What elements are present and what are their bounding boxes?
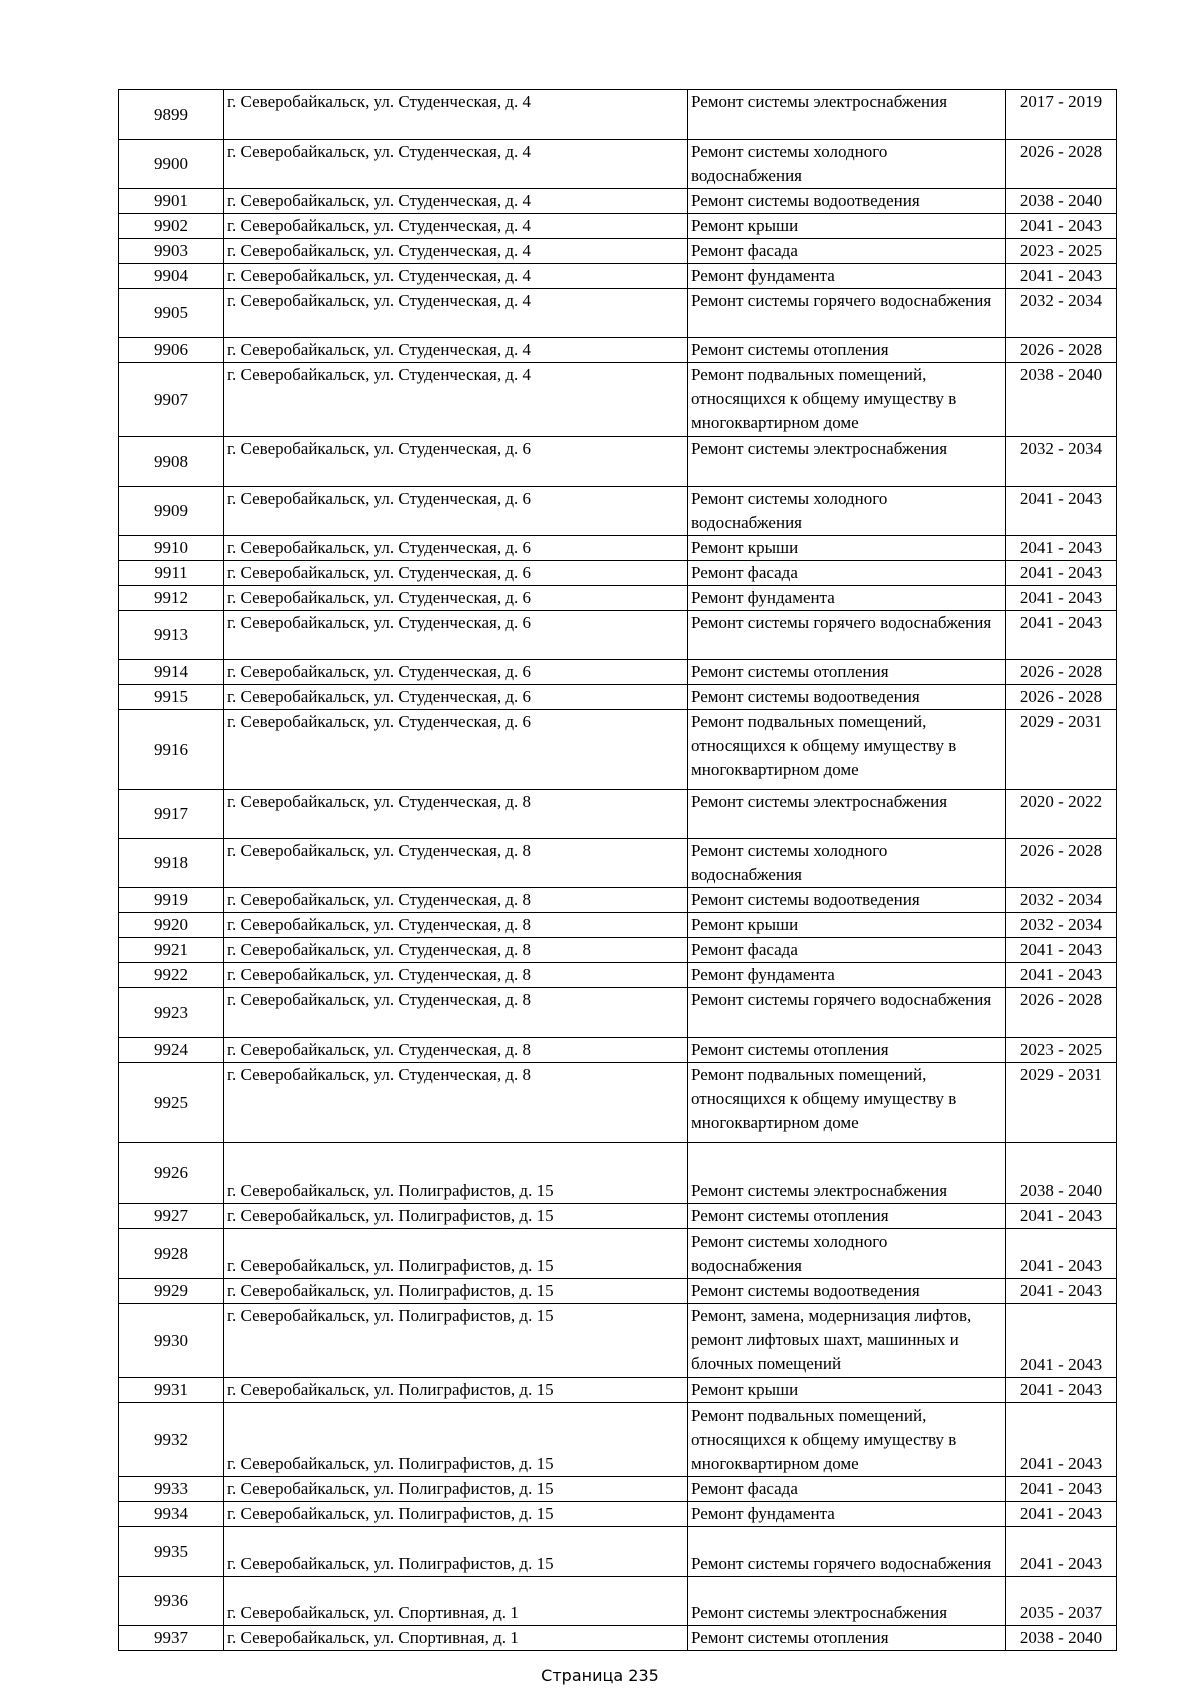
address-cell: г. Северобайкальск, ул. Студенческая, д. 4: [224, 239, 688, 264]
row-number-cell: 9906: [119, 338, 224, 363]
row-number-cell: 9903: [119, 239, 224, 264]
work-type-cell: Ремонт подвальных помещений, относящихся к общему имуществу в многоквартирном доме: [688, 1063, 1006, 1143]
work-type-cell: Ремонт подвальных помещений, относящихся к общему имуществу в многоквартирном доме: [688, 1403, 1006, 1477]
address-cell: г. Северобайкальск, ул. Студенческая, д. 4: [224, 140, 688, 189]
row-number-cell: 9914: [119, 660, 224, 685]
address-cell: г. Северобайкальск, ул. Полиграфистов, д. 15: [224, 1143, 688, 1204]
row-number-cell: 9901: [119, 189, 224, 214]
address-cell: г. Северобайкальск, ул. Студенческая, д. 8: [224, 938, 688, 963]
address-cell: г. Северобайкальск, ул. Студенческая, д. 6: [224, 685, 688, 710]
row-number-cell: 9915: [119, 685, 224, 710]
table-row: [119, 660, 1117, 685]
work-type-cell: Ремонт фасада: [688, 561, 1006, 586]
table-row: [119, 487, 1117, 536]
work-type-cell: Ремонт системы водоотведения: [688, 189, 1006, 214]
work-type-cell: Ремонт системы электроснабжения: [688, 790, 1006, 839]
address-cell: г. Северобайкальск, ул. Полиграфистов, д. 15: [224, 1502, 688, 1527]
period-cell: 2023 - 2025: [1006, 1038, 1117, 1063]
table-row: [119, 90, 1117, 140]
period-cell: 2041 - 2043: [1006, 1304, 1117, 1378]
row-number-cell: 9937: [119, 1626, 224, 1651]
row-number-cell: 9910: [119, 536, 224, 561]
period-cell: 2041 - 2043: [1006, 264, 1117, 289]
work-type-cell: Ремонт системы горячего водоснабжения: [688, 1527, 1006, 1577]
row-number-cell: 9935: [119, 1527, 224, 1577]
row-number-cell: 9929: [119, 1279, 224, 1304]
row-number-cell: 9899: [119, 90, 224, 140]
work-type-cell: Ремонт фасада: [688, 938, 1006, 963]
table-row: [119, 363, 1117, 437]
table-row: [119, 437, 1117, 487]
table-row: [119, 988, 1117, 1038]
work-type-cell: Ремонт подвальных помещений, относящихся к общему имуществу в многоквартирном доме: [688, 710, 1006, 790]
work-type-cell: Ремонт системы водоотведения: [688, 685, 1006, 710]
page-number: Страница 235: [541, 1666, 659, 1685]
table-row: [119, 140, 1117, 189]
table-row: [119, 1143, 1117, 1204]
row-number-cell: 9933: [119, 1477, 224, 1502]
table-row: [119, 1502, 1117, 1527]
period-cell: 2041 - 2043: [1006, 1477, 1117, 1502]
period-cell: 2029 - 2031: [1006, 710, 1117, 790]
row-number-cell: 9932: [119, 1403, 224, 1477]
table-row: [119, 790, 1117, 839]
period-cell: 2026 - 2028: [1006, 839, 1117, 888]
period-cell: 2032 - 2034: [1006, 437, 1117, 487]
table-row: [119, 586, 1117, 611]
period-cell: 2041 - 2043: [1006, 586, 1117, 611]
table-row: [119, 685, 1117, 710]
work-type-cell: Ремонт крыши: [688, 1378, 1006, 1403]
period-cell: 2041 - 2043: [1006, 1279, 1117, 1304]
work-type-cell: Ремонт системы горячего водоснабжения: [688, 611, 1006, 660]
table-row: [119, 963, 1117, 988]
table-row: [119, 264, 1117, 289]
table-row: [119, 289, 1117, 338]
period-cell: 2041 - 2043: [1006, 1527, 1117, 1577]
address-cell: г. Северобайкальск, ул. Студенческая, д. 6: [224, 536, 688, 561]
work-type-cell: Ремонт фасада: [688, 1477, 1006, 1502]
row-number-cell: 9923: [119, 988, 224, 1038]
work-type-cell: Ремонт фундамента: [688, 586, 1006, 611]
period-cell: 2032 - 2034: [1006, 289, 1117, 338]
table-row: [119, 1229, 1117, 1279]
row-number-cell: 9911: [119, 561, 224, 586]
work-type-cell: Ремонт системы отопления: [688, 1038, 1006, 1063]
address-cell: г. Северобайкальск, ул. Студенческая, д. 8: [224, 963, 688, 988]
row-number-cell: 9913: [119, 611, 224, 660]
row-number-cell: 9916: [119, 710, 224, 790]
row-number-cell: 9909: [119, 487, 224, 536]
work-type-cell: Ремонт крыши: [688, 214, 1006, 239]
work-type-cell: Ремонт системы горячего водоснабжения: [688, 988, 1006, 1038]
table-row: [119, 189, 1117, 214]
work-type-cell: Ремонт фундамента: [688, 264, 1006, 289]
table-row: [119, 1626, 1117, 1651]
period-cell: 2041 - 2043: [1006, 536, 1117, 561]
period-cell: 2032 - 2034: [1006, 913, 1117, 938]
period-cell: 2038 - 2040: [1006, 1626, 1117, 1651]
row-number-cell: 9930: [119, 1304, 224, 1378]
row-number-cell: 9908: [119, 437, 224, 487]
address-cell: г. Северобайкальск, ул. Студенческая, д. 8: [224, 1038, 688, 1063]
address-cell: г. Северобайкальск, ул. Полиграфистов, д. 15: [224, 1403, 688, 1477]
period-cell: 2026 - 2028: [1006, 140, 1117, 189]
address-cell: г. Северобайкальск, ул. Студенческая, д. 6: [224, 561, 688, 586]
address-cell: г. Северобайкальск, ул. Полиграфистов, д. 15: [224, 1279, 688, 1304]
table-row: [119, 839, 1117, 888]
work-type-cell: Ремонт системы отопления: [688, 660, 1006, 685]
row-number-cell: 9927: [119, 1204, 224, 1229]
row-number-cell: 9936: [119, 1577, 224, 1626]
work-type-cell: Ремонт, замена, модернизация лифтов, ремонт лифтовых шахт, машинных и блочных помещений: [688, 1304, 1006, 1378]
row-number-cell: 9900: [119, 140, 224, 189]
period-cell: 2041 - 2043: [1006, 1229, 1117, 1279]
row-number-cell: 9918: [119, 839, 224, 888]
row-number-cell: 9905: [119, 289, 224, 338]
address-cell: г. Северобайкальск, ул. Студенческая, д. 6: [224, 710, 688, 790]
table-row: [119, 611, 1117, 660]
period-cell: 2041 - 2043: [1006, 1502, 1117, 1527]
address-cell: г. Северобайкальск, ул. Студенческая, д. 6: [224, 660, 688, 685]
period-cell: 2041 - 2043: [1006, 1204, 1117, 1229]
period-cell: 2041 - 2043: [1006, 963, 1117, 988]
row-number-cell: 9912: [119, 586, 224, 611]
table-row: [119, 1577, 1117, 1626]
row-number-cell: 9907: [119, 363, 224, 437]
row-number-cell: 9924: [119, 1038, 224, 1063]
work-type-cell: Ремонт системы отопления: [688, 1204, 1006, 1229]
address-cell: г. Северобайкальск, ул. Студенческая, д. 6: [224, 611, 688, 660]
row-number-cell: 9919: [119, 888, 224, 913]
work-type-cell: Ремонт системы горячего водоснабжения: [688, 289, 1006, 338]
period-cell: 2041 - 2043: [1006, 1403, 1117, 1477]
period-cell: 2017 - 2019: [1006, 90, 1117, 140]
period-cell: 2035 - 2037: [1006, 1577, 1117, 1626]
period-cell: 2026 - 2028: [1006, 685, 1117, 710]
period-cell: 2038 - 2040: [1006, 1143, 1117, 1204]
work-type-cell: Ремонт фундамента: [688, 1502, 1006, 1527]
table-row: [119, 1304, 1117, 1378]
table-row: [119, 1527, 1117, 1577]
period-cell: 2041 - 2043: [1006, 214, 1117, 239]
period-cell: 2038 - 2040: [1006, 363, 1117, 437]
address-cell: г. Северобайкальск, ул. Полиграфистов, д. 15: [224, 1527, 688, 1577]
address-cell: г. Северобайкальск, ул. Студенческая, д. 4: [224, 338, 688, 363]
period-cell: 2020 - 2022: [1006, 790, 1117, 839]
period-cell: 2038 - 2040: [1006, 189, 1117, 214]
work-type-cell: Ремонт подвальных помещений, относящихся к общему имуществу в многоквартирном доме: [688, 363, 1006, 437]
table-body: [119, 90, 1117, 1651]
period-cell: 2029 - 2031: [1006, 1063, 1117, 1143]
table-row: [119, 239, 1117, 264]
work-type-cell: Ремонт системы холодного водоснабжения: [688, 140, 1006, 189]
period-cell: 2041 - 2043: [1006, 487, 1117, 536]
row-number-cell: 9904: [119, 264, 224, 289]
address-cell: г. Северобайкальск, ул. Полиграфистов, д. 15: [224, 1477, 688, 1502]
table-row: [119, 1279, 1117, 1304]
period-cell: 2041 - 2043: [1006, 938, 1117, 963]
work-type-cell: Ремонт крыши: [688, 536, 1006, 561]
work-type-cell: Ремонт системы электроснабжения: [688, 437, 1006, 487]
address-cell: г. Северобайкальск, ул. Полиграфистов, д. 15: [224, 1378, 688, 1403]
table-row: [119, 1063, 1117, 1143]
work-type-cell: Ремонт системы холодного водоснабжения: [688, 839, 1006, 888]
period-cell: 2026 - 2028: [1006, 338, 1117, 363]
address-cell: г. Северобайкальск, ул. Студенческая, д. 8: [224, 913, 688, 938]
table-row: [119, 1204, 1117, 1229]
row-number-cell: 9934: [119, 1502, 224, 1527]
address-cell: г. Северобайкальск, ул. Спортивная, д. 1: [224, 1577, 688, 1626]
address-cell: г. Северобайкальск, ул. Студенческая, д. 8: [224, 790, 688, 839]
period-cell: 2026 - 2028: [1006, 660, 1117, 685]
work-type-cell: Ремонт системы водоотведения: [688, 1279, 1006, 1304]
table-row: [119, 338, 1117, 363]
row-number-cell: 9928: [119, 1229, 224, 1279]
row-number-cell: 9931: [119, 1378, 224, 1403]
address-cell: г. Северобайкальск, ул. Полиграфистов, д. 15: [224, 1204, 688, 1229]
table-row: [119, 913, 1117, 938]
address-cell: г. Северобайкальск, ул. Студенческая, д. 4: [224, 264, 688, 289]
row-number-cell: 9920: [119, 913, 224, 938]
address-cell: г. Северобайкальск, ул. Студенческая, д. 8: [224, 1063, 688, 1143]
address-cell: г. Северобайкальск, ул. Студенческая, д. 4: [224, 189, 688, 214]
table-row: [119, 1378, 1117, 1403]
address-cell: г. Северобайкальск, ул. Студенческая, д. 6: [224, 437, 688, 487]
address-cell: г. Северобайкальск, ул. Спортивная, д. 1: [224, 1626, 688, 1651]
address-cell: г. Северобайкальск, ул. Полиграфистов, д. 15: [224, 1229, 688, 1279]
address-cell: г. Северобайкальск, ул. Студенческая, д. 8: [224, 839, 688, 888]
row-number-cell: 9926: [119, 1143, 224, 1204]
address-cell: г. Северобайкальск, ул. Студенческая, д. 6: [224, 586, 688, 611]
address-cell: г. Северобайкальск, ул. Студенческая, д. 4: [224, 289, 688, 338]
period-cell: 2026 - 2028: [1006, 988, 1117, 1038]
period-cell: 2023 - 2025: [1006, 239, 1117, 264]
table-row: [119, 710, 1117, 790]
table-row: [119, 214, 1117, 239]
repair-schedule-table: [118, 89, 1117, 1651]
period-cell: 2041 - 2043: [1006, 1378, 1117, 1403]
address-cell: г. Северобайкальск, ул. Студенческая, д. 8: [224, 988, 688, 1038]
address-cell: г. Северобайкальск, ул. Студенческая, д. 6: [224, 487, 688, 536]
work-type-cell: Ремонт системы холодного водоснабжения: [688, 1229, 1006, 1279]
work-type-cell: Ремонт системы холодного водоснабжения: [688, 487, 1006, 536]
table-row: [119, 888, 1117, 913]
work-type-cell: Ремонт системы электроснабжения: [688, 1577, 1006, 1626]
work-type-cell: Ремонт системы отопления: [688, 338, 1006, 363]
row-number-cell: 9902: [119, 214, 224, 239]
work-type-cell: Ремонт системы электроснабжения: [688, 90, 1006, 140]
address-cell: г. Северобайкальск, ул. Студенческая, д. 4: [224, 90, 688, 140]
period-cell: 2032 - 2034: [1006, 888, 1117, 913]
period-cell: 2041 - 2043: [1006, 561, 1117, 586]
work-type-cell: Ремонт крыши: [688, 913, 1006, 938]
address-cell: г. Северобайкальск, ул. Полиграфистов, д. 15: [224, 1304, 688, 1378]
address-cell: г. Северобайкальск, ул. Студенческая, д. 4: [224, 214, 688, 239]
table-row: [119, 938, 1117, 963]
work-type-cell: Ремонт системы водоотведения: [688, 888, 1006, 913]
address-cell: г. Северобайкальск, ул. Студенческая, д. 4: [224, 363, 688, 437]
row-number-cell: 9921: [119, 938, 224, 963]
work-type-cell: Ремонт фасада: [688, 239, 1006, 264]
table-row: [119, 1038, 1117, 1063]
work-type-cell: Ремонт системы отопления: [688, 1626, 1006, 1651]
table-row: [119, 1403, 1117, 1477]
period-cell: 2041 - 2043: [1006, 611, 1117, 660]
row-number-cell: 9922: [119, 963, 224, 988]
work-type-cell: Ремонт фундамента: [688, 963, 1006, 988]
row-number-cell: 9917: [119, 790, 224, 839]
table-row: [119, 1477, 1117, 1502]
table-row: [119, 536, 1117, 561]
address-cell: г. Северобайкальск, ул. Студенческая, д. 8: [224, 888, 688, 913]
row-number-cell: 9925: [119, 1063, 224, 1143]
work-type-cell: Ремонт системы электроснабжения: [688, 1143, 1006, 1204]
table-row: [119, 561, 1117, 586]
